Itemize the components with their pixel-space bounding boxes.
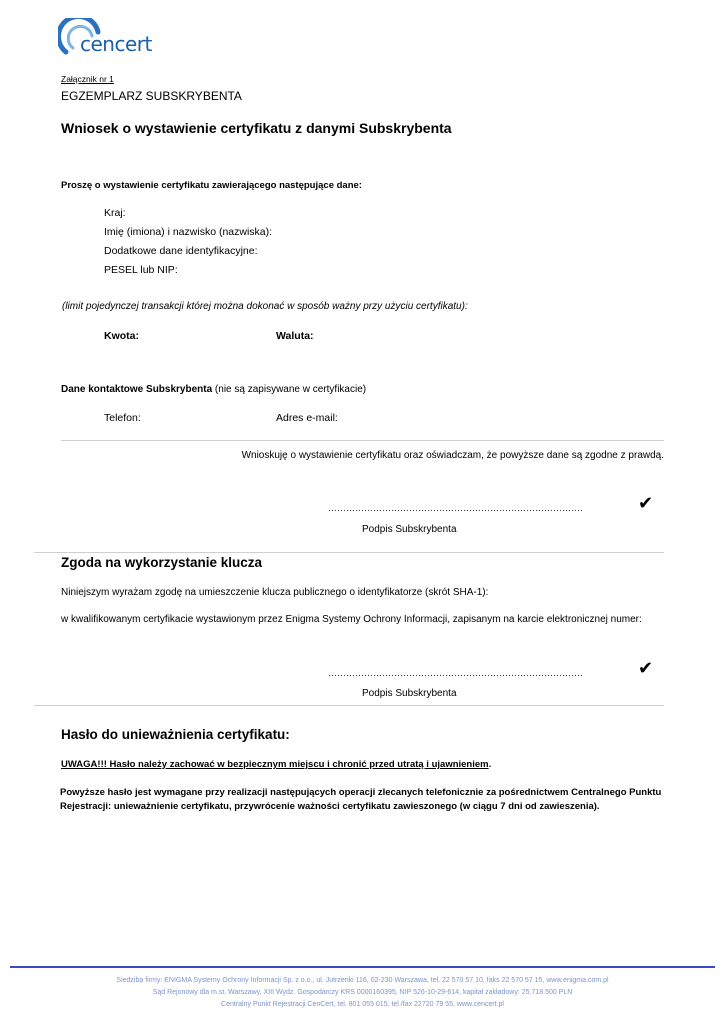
page-title: Wniosek o wystawienie certyfikatu z danymi Subskrybenta [61,120,452,136]
request-intro: Proszę o wystawienie certyfikatu zawierającego następujące dane: [61,180,362,191]
contact-heading-note: (nie są zapisywane w certyfikacie) [212,384,367,395]
consent-title: Zgoda na wykorzystanie klucza [61,555,263,570]
footer-line-1: Siedziba firmy: ENIGMA Systemy Ochrony Informacji Sp. z o.o., ul. Jutrzenki 116, 02-230 Warszawa, tel. 22 570 57 10, faks 22 570 57 15, www.enigma.com.pl [116,977,609,984]
limit-note: (limit pojedynczej transakcji której można dokonać w sposób ważny przy użyciu certyfikatu): [62,301,468,312]
consent-line-2: w kwalifikowanym certyfikacie wystawionym przez Enigma Systemy Ochrony Informacji, zapisanym na karcie elektronicznej numer: [61,614,642,625]
contact-heading [61,384,366,395]
email-label: Adres e-mail: [276,412,338,424]
copy-label: EGZEMPLARZ SUBSKRYBENTA [61,89,242,103]
signature-label: Podpis Subskrybenta [362,524,457,535]
field-country: Kraj: [104,207,126,219]
signature-label: Podpis Subskrybenta [362,688,457,699]
logo-text: cencert [80,32,152,56]
field-additional: Dodatkowe dane identyfikacyjne: [104,245,258,257]
footer-divider [10,966,715,968]
divider [61,440,664,441]
consent-line-1: Niniejszym wyrażam zgodę na umieszczenie klucza publicznego o identyfikatorze (skrót SHA-1): [61,587,489,598]
cencert-logo [58,18,150,60]
annex-label: Załącznik nr 1 [61,74,114,84]
signature-line: …………………………………………………………………………. [328,668,583,678]
amount-label: Kwota: [104,330,139,342]
warning-end: . [488,759,492,770]
revocation-title: Hasło do unieważnienia certyfikatu: [61,727,290,742]
revocation-warning [61,759,491,770]
checkmark-icon: ✔ [638,493,654,513]
warning-text: UWAGA!!! Hasło należy zachować w bezpiecznym miejscu i chronić przed utratą i ujawnieniem [61,759,489,770]
divider [34,552,664,553]
footer-line-2: Sąd Rejonowy dla m.st. Warszawy, XIII Wydz. Gospodarczy KRS 0000160395, NIP 526-10-29-614, kapitał zakładowy: 25.718.500 PLN [152,989,573,996]
footer-line-3: Centralny Punkt Rejestracji CenCert, tel. 801 055 015, tel./fax 22720 79 55, www.cencert.pl [221,1001,504,1008]
revocation-paragraph: Powyższe hasło jest wymagane przy realizacji następujących operacji zlecanych telefonicznie za pośrednictwem Centralnego Punktu Rejestracji: unieważnienie certyfikatu, przywrócenie ważności certyfikatu zawieszonego (w ciągu 7 dni od zawieszenia). [60,787,662,812]
currency-label: Waluta: [276,330,314,342]
field-pesel: PESEL lub NIP: [104,264,178,276]
declaration-text: Wnioskuję o wystawienie certyfikatu oraz oświadczam, że powyższe dane są zgodne z prawdą. [241,450,664,461]
signature-line: …………………………………………………………………………. [328,503,583,513]
checkmark-icon: ✔ [638,658,654,678]
field-name: Imię (imiona) i nazwisko (nazwiska): [104,226,273,238]
divider [34,705,664,706]
phone-label: Telefon: [104,412,141,424]
contact-heading-bold: Dane kontaktowe Subskrybenta [61,384,213,395]
